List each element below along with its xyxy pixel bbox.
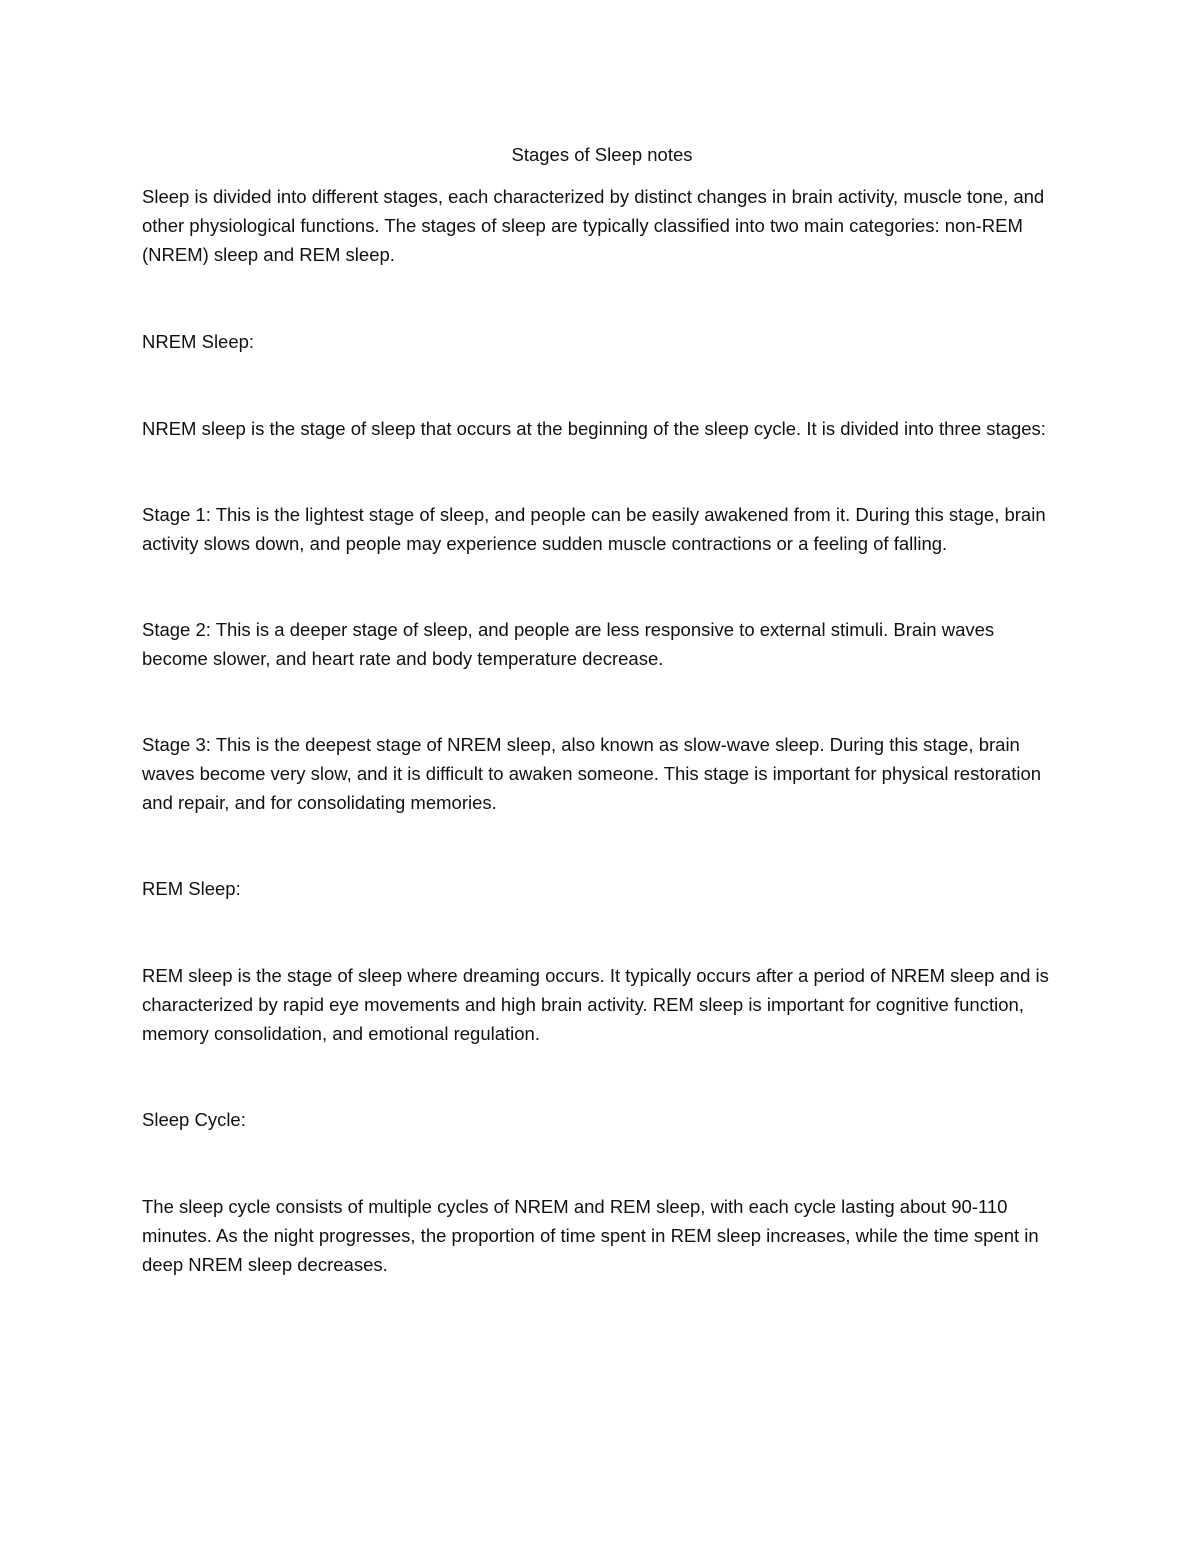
sleep-cycle-heading: Sleep Cycle:	[142, 1109, 246, 1130]
document-title: Stages of Sleep notes	[511, 144, 693, 165]
rem-description-paragraph: REM sleep is the stage of sleep where dreaming occurs. It typically occurs after a period of NREM sleep and is characterized by rapid eye movements and high brain activity. REM sleep is important for cognitive function, memory consolidation, and emotional regulation.	[142, 965, 1049, 1044]
intro-paragraph: Sleep is divided into different stages, each characterized by distinct changes in brain activity, muscle tone, and other physiological functions. The stages of sleep are typically classified into two main categories: non-REM (NREM) sleep and REM sleep.	[142, 186, 1045, 265]
sleep-cycle-paragraph: The sleep cycle consists of multiple cycles of NREM and REM sleep, with each cycle lasting about 90-110 minutes. As the night progresses, the proportion of time spent in REM sleep increases, while the time spent in deep NREM sleep decreases.	[142, 1196, 1039, 1275]
nrem-sleep-heading: NREM Sleep:	[142, 331, 255, 352]
stage-3-paragraph: Stage 3: This is the deepest stage of NREM sleep, also known as slow-wave sleep. During this stage, brain waves become very slow, and it is difficult to awaken someone. This stage is important for physical restoration and repair, and for consolidating memories.	[142, 734, 1042, 813]
document-body	[142, 140, 1062, 1279]
stage-2-paragraph: Stage 2: This is a deeper stage of sleep, and people are less responsive to external stimuli. Brain waves become slower, and heart rate and body temperature decrease.	[142, 619, 995, 669]
nrem-description-paragraph: NREM sleep is the stage of sleep that occurs at the beginning of the sleep cycle. It is divided into three stages:	[142, 418, 1046, 439]
stage-1-paragraph: Stage 1: This is the lightest stage of sleep, and people can be easily awakened from it. During this stage, brain activity slows down, and people may experience sudden muscle contractions or a feeling of falling.	[142, 504, 1046, 554]
rem-sleep-heading: REM Sleep:	[142, 878, 241, 899]
